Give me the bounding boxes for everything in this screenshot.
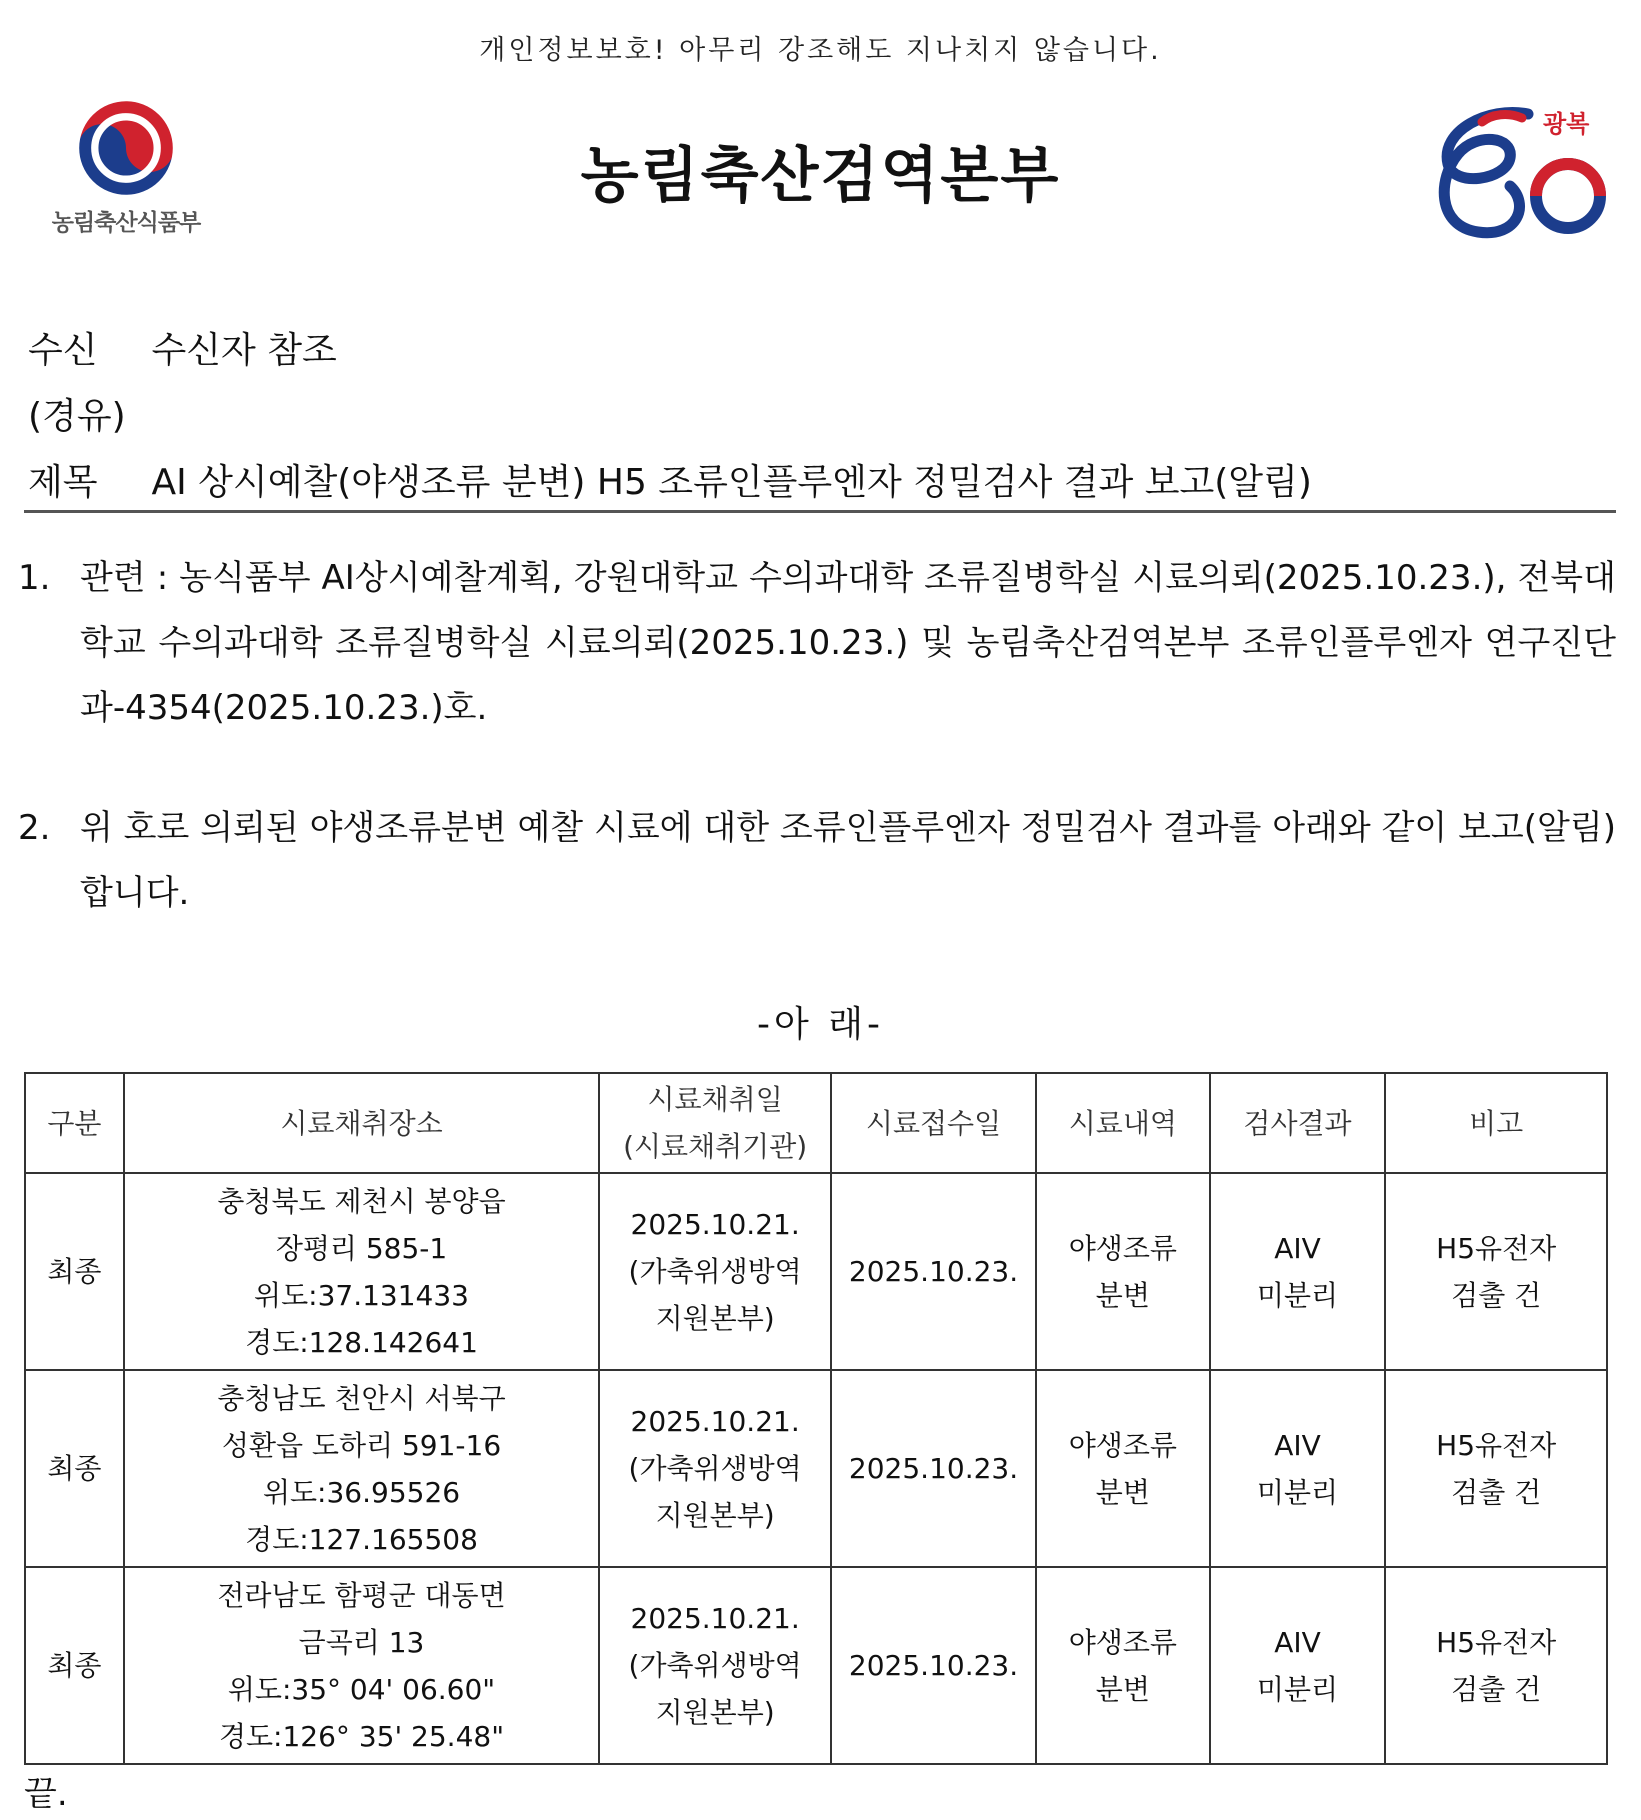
- row-category: 최종: [25, 1567, 124, 1764]
- collection-agency: (가축위생방역: [628, 1452, 802, 1485]
- row-sample-type: [1036, 1173, 1210, 1370]
- collection-agency: (가축위생방역: [628, 1649, 802, 1682]
- sample-type-line: 분변: [1095, 1475, 1150, 1509]
- subject-label: 제목: [28, 462, 98, 503]
- header-location: 시료채취장소: [124, 1073, 599, 1173]
- result-line: 미분리: [1256, 1278, 1339, 1312]
- ministry-name: 농림축산식품부: [51, 210, 201, 236]
- row-result: [1210, 1173, 1386, 1370]
- collection-agency: 지원본부): [655, 1499, 775, 1532]
- location-line: 성환읍 도하리 591-16: [221, 1428, 502, 1462]
- row-collection: [599, 1567, 831, 1764]
- sample-type-line: 분변: [1095, 1278, 1150, 1312]
- location-line: 전라남도 함평군 대동면: [217, 1578, 506, 1612]
- note-line: H5유전자: [1436, 1625, 1557, 1659]
- row-result: [1210, 1567, 1386, 1764]
- organization-title: 농림축산검역본부: [580, 141, 1061, 211]
- end-mark: 끝.: [24, 1774, 68, 1814]
- row-received-date: 2025.10.23.: [831, 1173, 1036, 1370]
- subject-value: AI 상시예찰(야생조류 분변) H5 조류인플루엔자 정밀검사 결과 보고(알림): [151, 462, 1312, 503]
- liberation-tag: 광복: [1543, 110, 1590, 138]
- paragraph-2: [18, 796, 1616, 926]
- row-sample-type: [1036, 1370, 1210, 1567]
- row-location: [124, 1567, 599, 1764]
- paragraph-text: 위 호로 의뢰된 야생조류분변 예찰 시료에 대한 조류인플루엔자 정밀검사 결과를 아래와 같이 보고(알림)합니다.: [80, 808, 1616, 913]
- location-line: 충청남도 천안시 서북구: [217, 1381, 506, 1415]
- row-collection: [599, 1370, 831, 1567]
- header-collection-date-line1: 시료채취일: [647, 1083, 783, 1116]
- note-line: 검출 건: [1451, 1278, 1542, 1312]
- sample-type-line: 야생조류: [1068, 1231, 1177, 1265]
- row-category: 최종: [25, 1370, 124, 1567]
- sample-type-line: 분변: [1095, 1672, 1150, 1706]
- result-line: 미분리: [1256, 1475, 1339, 1509]
- collection-date: 2025.10.21.: [630, 1405, 800, 1438]
- location-latitude: 위도:36.95526: [262, 1475, 461, 1509]
- result-line: AIV: [1274, 1231, 1321, 1265]
- subject-row: [28, 454, 1312, 505]
- table-header-row: [25, 1073, 1607, 1173]
- collection-agency: 지원본부): [655, 1696, 775, 1729]
- location-latitude: 위도:37.131433: [254, 1278, 469, 1312]
- header-note: 비고: [1385, 1073, 1607, 1173]
- collection-agency: (가축위생방역: [628, 1255, 802, 1288]
- location-longitude: 경도:128.142641: [245, 1325, 478, 1359]
- row-collection: [599, 1173, 831, 1370]
- row-note: [1385, 1567, 1607, 1764]
- notice-heading: -아 래-: [757, 1004, 884, 1045]
- collection-agency: 지원본부): [655, 1302, 775, 1335]
- paragraph-number: 1.: [18, 558, 51, 598]
- row-received-date: 2025.10.23.: [831, 1567, 1036, 1764]
- header-collection-date-line2: (시료채취기관): [623, 1130, 808, 1163]
- collection-date: 2025.10.21.: [630, 1208, 800, 1241]
- location-line: 금곡리 13: [298, 1625, 425, 1659]
- table-row: [25, 1567, 1607, 1764]
- recipient-label: 수신: [28, 330, 98, 371]
- note-line: H5유전자: [1436, 1428, 1557, 1462]
- location-longitude: 경도:127.165508: [245, 1522, 478, 1556]
- header-category: 구분: [25, 1073, 124, 1173]
- note-line: 검출 건: [1451, 1475, 1542, 1509]
- paragraph-number: 2.: [18, 808, 51, 848]
- row-location: [124, 1173, 599, 1370]
- recipient-row: [28, 322, 337, 373]
- location-longitude: 경도:126° 35' 25.48": [218, 1719, 505, 1753]
- header-result: 검사결과: [1210, 1073, 1386, 1173]
- table-row: [25, 1173, 1607, 1370]
- table-row: [25, 1370, 1607, 1567]
- sample-type-line: 야생조류: [1068, 1428, 1177, 1462]
- row-result: [1210, 1370, 1386, 1567]
- results-table: [24, 1072, 1608, 1765]
- note-line: H5유전자: [1436, 1231, 1557, 1265]
- result-line: AIV: [1274, 1625, 1321, 1659]
- location-line: 장평리 585-1: [275, 1231, 448, 1265]
- header-divider: [24, 510, 1616, 513]
- result-line: 미분리: [1256, 1672, 1339, 1706]
- liberation-80-logo: [1418, 96, 1608, 246]
- paragraph-text: 관련 : 농식품부 AI상시예찰계획, 강원대학교 수의과대학 조류질병학실 시료의뢰(2025.10.23.), 전북대학교 수의과대학 조류질병학실 시료의뢰(2025.10.23.) 및 농림축산검역본부 조류인플루엔자 연구진단과-4354(2025.10.23.)호.: [80, 558, 1616, 728]
- header-collection-date: [599, 1073, 831, 1173]
- row-note: [1385, 1173, 1607, 1370]
- collection-date: 2025.10.21.: [630, 1602, 800, 1635]
- privacy-notice: 개인정보보호! 아무리 강조해도 지나치지 않습니다.: [479, 35, 1162, 66]
- via-label: (경유): [28, 396, 126, 437]
- via-row: [28, 388, 126, 439]
- sample-type-line: 야생조류: [1068, 1625, 1177, 1659]
- note-line: 검출 건: [1451, 1672, 1542, 1706]
- row-sample-type: [1036, 1567, 1210, 1764]
- row-received-date: 2025.10.23.: [831, 1370, 1036, 1567]
- recipient-value: 수신자 참조: [151, 330, 337, 371]
- header-sample-type: 시료내역: [1036, 1073, 1210, 1173]
- row-note: [1385, 1370, 1607, 1567]
- location-line: 충청북도 제천시 봉양읍: [217, 1184, 506, 1218]
- location-latitude: 위도:35° 04' 06.60": [227, 1672, 496, 1706]
- row-location: [124, 1370, 599, 1567]
- header-received-date: 시료접수일: [831, 1073, 1036, 1173]
- result-line: AIV: [1274, 1428, 1321, 1462]
- row-category: 최종: [25, 1173, 124, 1370]
- paragraph-1: [18, 546, 1616, 741]
